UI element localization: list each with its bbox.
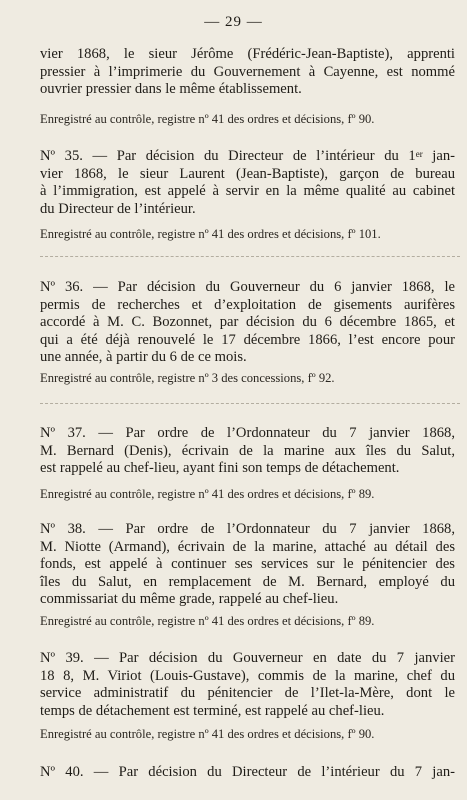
text-line: fonds, est appelé à continuer ses services sur le pénitencier des <box>40 556 455 572</box>
registration-note: Enregistré au contrôle, registre nº 41 des ordres et décisions, fº 101. <box>40 227 381 241</box>
registration-note: Enregistré au contrôle, registre nº 41 des ordres et décisions, fº 89. <box>40 614 375 628</box>
superscript: er <box>415 149 423 159</box>
section-divider <box>40 256 460 257</box>
text-line: permis de recherches et d’exploitation de gisements aurifères <box>40 296 455 313</box>
text-line: pressier à l’imprimerie du Gouvernement à Cayenne, est nommé <box>40 63 455 80</box>
text-line: à l’immigration, est appelé à servir en la même qualité au cabinet <box>40 183 455 199</box>
paragraph <box>40 46 455 99</box>
text-line: M. Niotte (Armand), écrivain de la marine, attaché au détail des <box>40 538 455 555</box>
paragraph <box>40 148 455 218</box>
page-number: — 29 — <box>204 14 263 30</box>
text-line: qui a été déjà renouvelé le 17 décembre 1866, l’est encore pour <box>40 331 455 348</box>
text-line: Nº 35. — Par décision du Directeur de l’intérieur du 1er jan- <box>40 148 455 164</box>
text-line: une année, à partir du 6 de ce mois. <box>40 349 247 365</box>
text-line: ouvrier pressier dans le même établissement. <box>40 81 302 97</box>
paragraph <box>40 521 455 609</box>
text-line: vier 1868, le sieur Laurent (Jean-Baptiste), garçon de bureau <box>40 165 455 182</box>
text-line: du Directeur de l’intérieur. <box>40 200 196 217</box>
registration-note: Enregistré au contrôle, registre nº 3 des concessions, fº 92. <box>40 371 335 385</box>
text-line: M. Bernard (Denis), écrivain de la marine aux îles du Salut, <box>40 442 455 459</box>
text-line: Nº 38. — Par ordre de l’Ordonnateur du 7 janvier 1868, <box>40 521 455 537</box>
paragraph <box>40 650 455 720</box>
text-line: service administratif du pénitencier de l’Ilet-la-Mère, dont le <box>40 685 455 701</box>
text-line: accordé à M. C. Bozonnet, par décision du 6 décembre 1865, et <box>40 314 455 330</box>
text-line: est rappelé au chef-lieu, ayant fini son temps de détachement. <box>40 460 400 476</box>
registration-note: Enregistré au contrôle, registre nº 41 des ordres et décisions, fº 89. <box>40 487 375 501</box>
text-line: Nº 40. — Par décision du Directeur de l’intérieur du 7 jan- <box>40 764 455 780</box>
paragraph <box>40 425 455 478</box>
text-line: Nº 36. — Par décision du Gouverneur du 6 janvier 1868, le <box>40 279 455 295</box>
paragraph <box>40 764 455 782</box>
paragraph <box>40 279 455 367</box>
text-line: Nº 37. — Par ordre de l’Ordonnateur du 7 janvier 1868, <box>40 425 455 441</box>
registration-note: Enregistré au contrôle, registre nº 41 des ordres et décisions, fº 90. <box>40 727 375 741</box>
text-line: vier 1868, le sieur Jérôme (Frédéric-Jean-Baptiste), apprenti <box>40 46 455 62</box>
text-line: commissariat du même grade, rappelé au chef-lieu. <box>40 591 339 607</box>
text-line: îles du Salut, en remplacement de M. Bernard, employé du <box>40 573 455 590</box>
text-line: 18 8, M. Viriot (Louis-Gustave), commis de la marine, chef du <box>40 667 455 684</box>
registration-note: Enregistré au contrôle, registre nº 41 des ordres et décisions, fº 90. <box>40 112 375 126</box>
section-divider <box>40 403 460 404</box>
text-line: temps de détachement est terminé, est rappelé au chef-lieu. <box>40 702 385 719</box>
text-line: Nº 39. — Par décision du Gouverneur en date du 7 janvier <box>40 650 455 666</box>
